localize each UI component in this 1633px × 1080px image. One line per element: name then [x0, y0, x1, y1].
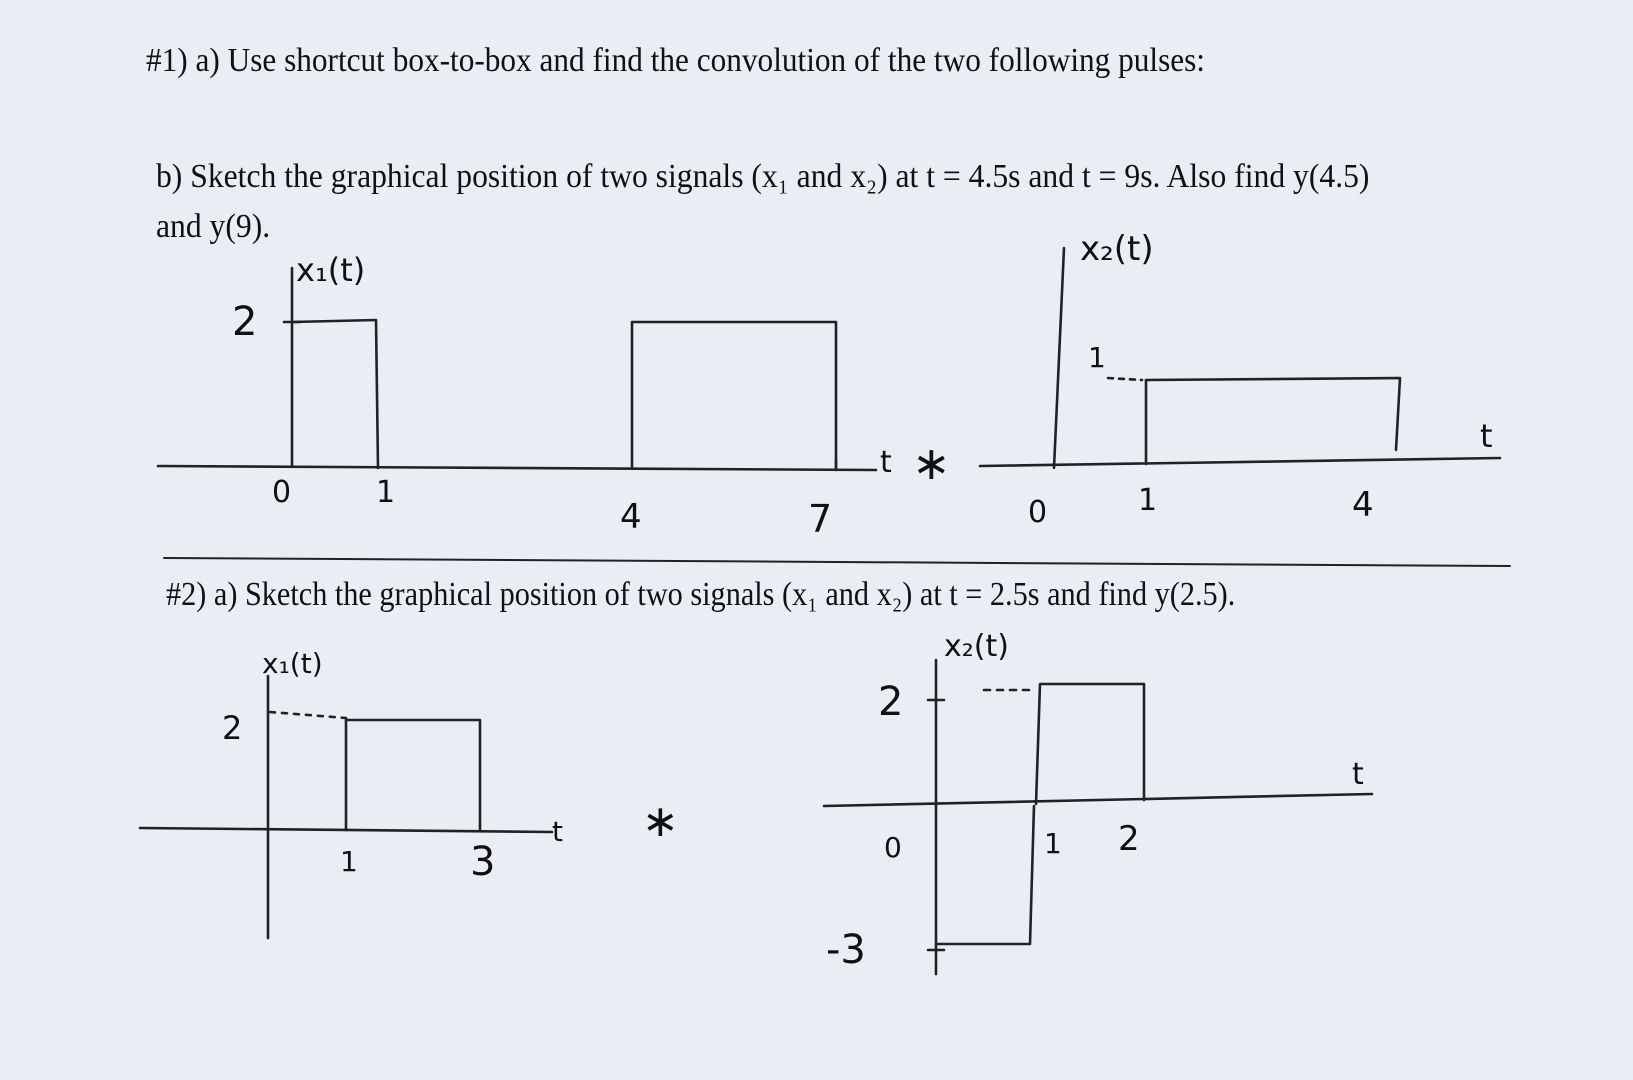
p2-x2-pulse-positive — [1036, 684, 1144, 804]
p1-x1-axis-label: t — [880, 445, 892, 480]
p1-x2-tick-0: 0 — [1028, 495, 1048, 530]
problem1-part-b-line2: and y(9). — [156, 208, 271, 245]
p1-x1-pulse-1 — [292, 320, 378, 468]
p1-x1-horizontal-axis — [158, 466, 876, 470]
p2-x2-tick-2: 2 — [1118, 819, 1140, 859]
p1-x1-tick-7: 7 — [808, 497, 833, 541]
p2-x2-amplitude-pos: 2 — [878, 679, 904, 725]
p2-x1-label: x₁(t) — [262, 647, 323, 680]
p1-x2-vertical-axis — [1054, 248, 1064, 468]
p1-x1-pulse-2 — [632, 322, 836, 468]
p2-x1-tick-1: 1 — [340, 845, 358, 878]
p2-x1-axis-label: t — [552, 815, 563, 848]
p2-x2-amplitude-neg: -3 — [826, 927, 866, 973]
p1-x1-label: x₁(t) — [296, 251, 366, 289]
p2-x2-label: x₂(t) — [944, 629, 1009, 664]
problem1-part-a: #1) a) Use shortcut box-to-box and find the convolution of the two following pulses: — [146, 42, 1206, 79]
p2-x2-horizontal-axis — [824, 794, 1372, 806]
p1-x2-label: x₂(t) — [1080, 229, 1154, 269]
p1-x2-pulse — [1146, 378, 1400, 464]
problem2-part-a: #2) a) Sketch the graphical position of two signals (x₁ and x₂) at t = 2.5s and find y(2.5). — [166, 576, 1236, 613]
p2-x2-tick-0: 0 — [884, 831, 902, 864]
p2-x1-pulse — [346, 720, 480, 830]
p1-operator: ∗ — [912, 436, 951, 490]
p1-x1-amplitude: 2 — [232, 299, 258, 345]
p1-x2-horizontal-axis — [980, 458, 1500, 466]
p2-x1-dashed-guide — [270, 712, 346, 718]
problem1-part-b-line1: b) Sketch the graphical position of two signals (x₁ and x₂) at t = 4.5s and t = 9s. Also find y(4.5) — [156, 158, 1370, 195]
p2-x1-tick-3: 3 — [470, 839, 496, 885]
p1-x1-tick-4: 4 — [620, 497, 642, 537]
p2-x1-amplitude: 2 — [222, 709, 243, 747]
p1-x1-tick-1: 1 — [376, 475, 396, 510]
p1-x1-tick-0: 0 — [272, 475, 292, 510]
p1-x2-tick-4: 4 — [1352, 485, 1374, 525]
p1-x2-dashed-guide — [1108, 378, 1142, 380]
p1-x2-tick-1: 1 — [1138, 483, 1158, 518]
p2-x2-axis-label: t — [1352, 757, 1364, 792]
p1-x2-amplitude: 1 — [1088, 341, 1106, 374]
p2-x2-pulse-negative — [936, 806, 1034, 944]
p2-operator: ∗ — [642, 796, 679, 847]
p1-x2-axis-label: t — [1480, 417, 1493, 455]
section-divider — [164, 558, 1510, 566]
p2-x2-tick-1: 1 — [1044, 827, 1062, 860]
